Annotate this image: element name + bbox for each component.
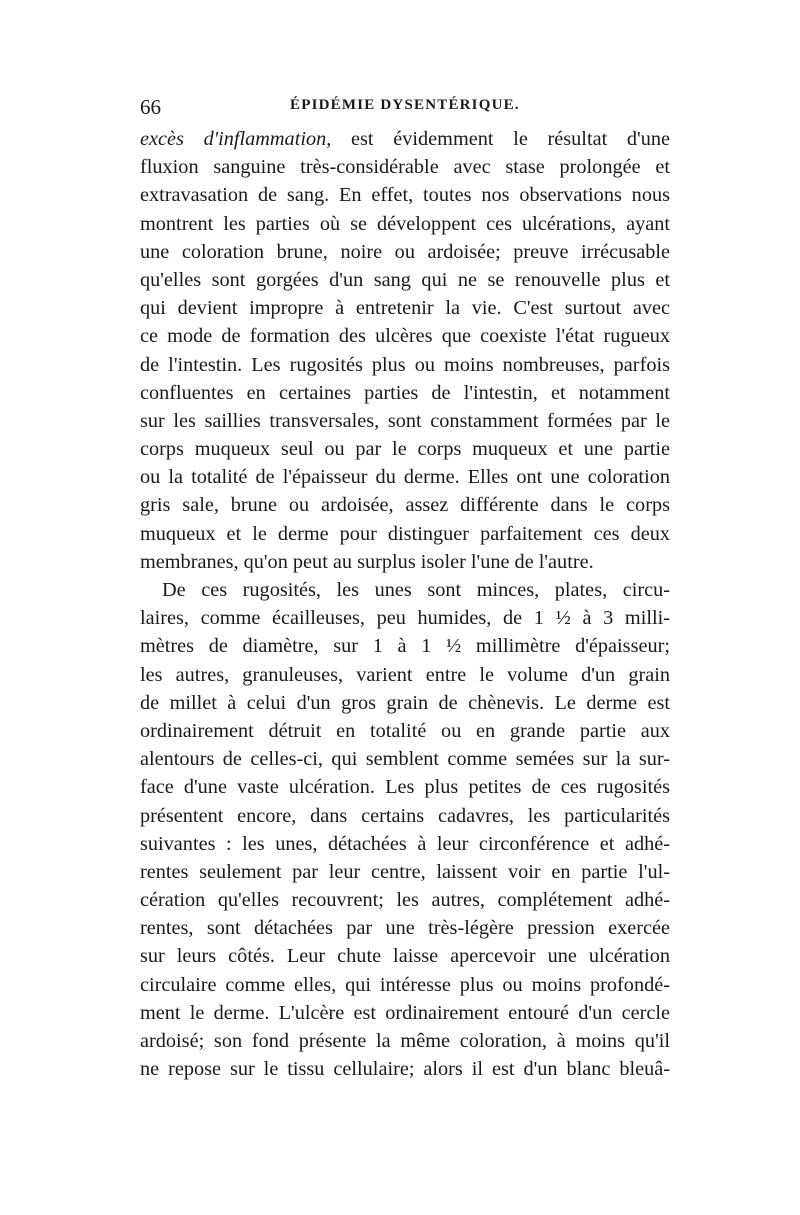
text-line: excès d'inflammation, est évidemment le résultat d'une	[140, 128, 670, 150]
text-line: présentent encore, dans certains cadavres, les particularités	[140, 804, 670, 827]
text-line: montrent les parties où se développent ces ulcérations, ayant	[140, 212, 670, 235]
text-line: qui devient impropre à entretenir la vie. C'est surtout avec	[140, 297, 670, 320]
text-line: fluxion sanguine très-considérable avec stase prolongée et	[140, 156, 670, 179]
text-line: laires, comme écailleuses, peu humides, de 1 ½ à 3 milli-	[140, 607, 670, 630]
text-line: qu'elles sont gorgées d'un sang qui ne se renouvelle plus et	[140, 268, 670, 291]
text-line: ce mode de formation des ulcères que coexiste l'état rugueux	[140, 325, 670, 348]
text-line: ardoisé; son fond présente la même coloration, à moins qu'il	[140, 1030, 670, 1052]
italic-phrase: excès d'inflammation,	[140, 128, 332, 150]
text-line: mètres de diamètre, sur 1 à 1 ½ millimètre d'épaisseur;	[140, 635, 670, 658]
text-line: ou la totalité de l'épaisseur du derme. Elles ont une coloration	[140, 466, 670, 489]
text-line: alentours de celles-ci, qui semblent comme semées sur la sur-	[140, 748, 670, 771]
text-line: corps muqueux seul ou par le corps muqueux et une partie	[140, 438, 670, 461]
text-line: sur les saillies transversales, sont constamment formées par le	[140, 409, 670, 432]
text-line: ordinairement détruit en totalité ou en grande partie aux	[140, 719, 670, 742]
text-line: ment le derme. L'ulcère est ordinairement entouré d'un cercle	[140, 1001, 670, 1024]
text-line: de millet à celui d'un gros grain de chènevis. Le derme est	[140, 691, 670, 714]
text-line: de l'intestin. Les rugosités plus ou moins nombreuses, parfois	[140, 353, 670, 376]
text-line: gris sale, brune ou ardoisée, assez différente dans le corps	[140, 494, 670, 517]
text-line: face d'une vaste ulcération. Les plus petites de ces rugosités	[140, 776, 670, 799]
running-title: ÉPIDÉMIE DYSENTÉRIQUE.	[290, 97, 520, 113]
text-line: les autres, granuleuses, varient entre le volume d'un grain	[140, 663, 670, 686]
paragraph	[140, 125, 670, 576]
paragraph	[140, 576, 670, 1083]
text-line: membranes, qu'on peut au surplus isoler l'une de l'autre.	[140, 550, 594, 573]
text-line: rentes seulement par leur centre, laissent voir en partie l'ul-	[140, 860, 670, 883]
text-line: ne repose sur le tissu cellulaire; alors il est d'un blanc bleuâ-	[140, 1058, 670, 1081]
running-head	[140, 95, 670, 125]
page-number: 66	[140, 95, 161, 119]
text-line: circulaire comme elles, qui intéresse plus ou moins profondé-	[140, 973, 670, 996]
text-line: De ces rugosités, les unes sont minces, plates, circu-	[162, 579, 670, 601]
body-text	[140, 125, 670, 1083]
text-line: une coloration brune, noire ou ardoisée; preuve irrécusable	[140, 240, 670, 263]
book-page	[140, 95, 670, 1083]
text-line: suivantes : les unes, détachées à leur circonférence et adhé-	[140, 832, 670, 855]
text-line: confluentes en certaines parties de l'intestin, et notamment	[140, 381, 670, 404]
text-line: cération qu'elles recouvrent; les autres, complétement adhé-	[140, 889, 670, 912]
text-line: muqueux et le derme pour distinguer parfaitement ces deux	[140, 522, 670, 545]
text-line: extravasation de sang. En effet, toutes nos observations nous	[140, 184, 670, 207]
text-line: sur leurs côtés. Leur chute laisse apercevoir une ulcération	[140, 945, 670, 968]
text-line: rentes, sont détachées par une très-légère pression exercée	[140, 917, 670, 940]
